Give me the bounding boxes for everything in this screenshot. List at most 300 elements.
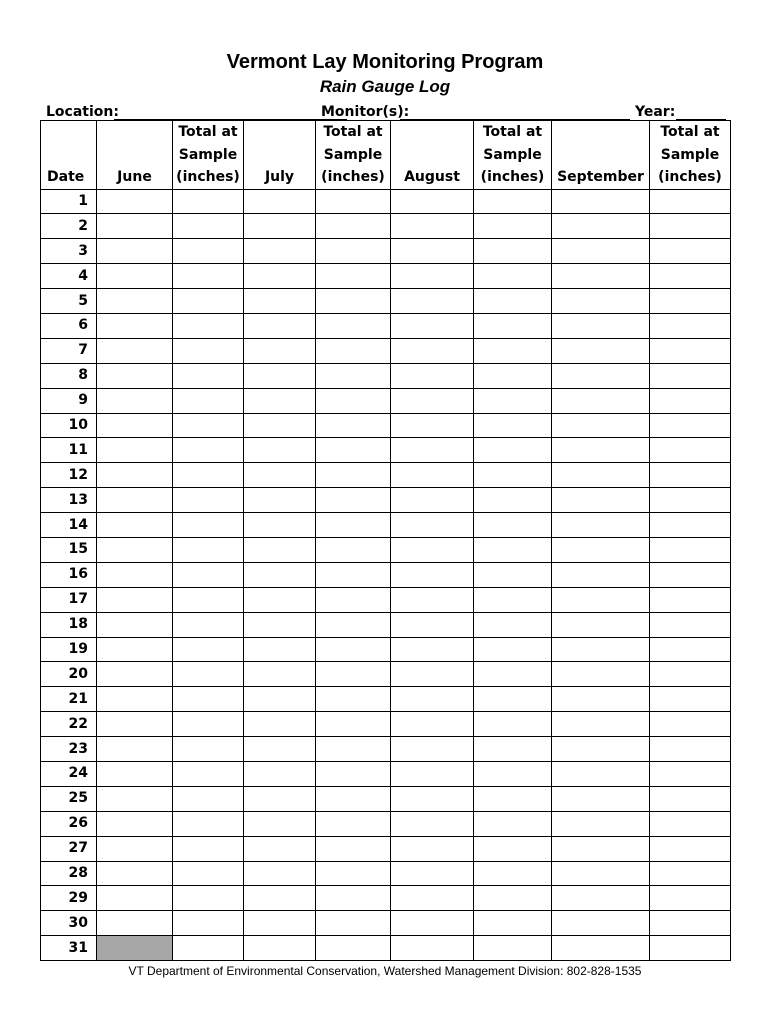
entry-cell-june[interactable] (97, 612, 173, 637)
entry-cell-july[interactable] (244, 438, 316, 463)
entry-cell-july[interactable] (244, 911, 316, 936)
entry-cell-august_total[interactable] (474, 388, 552, 413)
entry-cell-july[interactable] (244, 712, 316, 737)
entry-cell-september[interactable] (552, 488, 650, 513)
entry-cell-august_total[interactable] (474, 513, 552, 538)
entry-cell-july[interactable] (244, 587, 316, 612)
entry-cell-july_total[interactable] (316, 786, 391, 811)
entry-cell-july[interactable] (244, 513, 316, 538)
entry-cell-september[interactable] (552, 413, 650, 438)
entry-cell-july[interactable] (244, 264, 316, 289)
entry-cell-july_total[interactable] (316, 438, 391, 463)
table-row (41, 861, 731, 886)
entry-cell-july_total[interactable] (316, 861, 391, 886)
entry-cell-july_total[interactable] (316, 612, 391, 637)
entry-cell-june_total[interactable] (173, 214, 244, 239)
entry-cell-july[interactable] (244, 289, 316, 314)
date-cell: 2 (41, 214, 97, 239)
entry-cell-june[interactable] (97, 338, 173, 363)
entry-cell-september_total[interactable] (650, 264, 731, 289)
entry-cell-september_total[interactable] (650, 886, 731, 911)
entry-cell-august_total[interactable] (474, 189, 552, 214)
entry-cell-august_total[interactable] (474, 911, 552, 936)
entry-cell-june_total[interactable] (173, 786, 244, 811)
entry-cell-july[interactable] (244, 562, 316, 587)
date-cell: 22 (41, 712, 97, 737)
entry-cell-september[interactable] (552, 637, 650, 662)
entry-cell-september_total[interactable] (650, 612, 731, 637)
entry-cell-september[interactable] (552, 911, 650, 936)
table-row (41, 712, 731, 737)
entry-cell-june_total[interactable] (173, 861, 244, 886)
entry-cell-september[interactable] (552, 562, 650, 587)
entry-cell-june[interactable] (97, 836, 173, 861)
entry-cell-july[interactable] (244, 836, 316, 861)
entry-cell-june_total[interactable] (173, 836, 244, 861)
entry-cell-july[interactable] (244, 612, 316, 637)
entry-cell-september[interactable] (552, 189, 650, 214)
entry-cell-july[interactable] (244, 338, 316, 363)
page-subtitle: Rain Gauge Log (319, 77, 451, 96)
entry-cell-june[interactable] (97, 388, 173, 413)
entry-cell-july[interactable] (244, 737, 316, 762)
entry-cell-august_total[interactable] (474, 662, 552, 687)
entry-cell-august[interactable] (391, 637, 474, 662)
entry-cell-august[interactable] (391, 189, 474, 214)
entry-cell-september[interactable] (552, 388, 650, 413)
entry-cell-june_total[interactable] (173, 264, 244, 289)
entry-cell-june[interactable] (97, 886, 173, 911)
entry-cell-july_total[interactable] (316, 463, 391, 488)
entry-cell-august_total[interactable] (474, 687, 552, 712)
entry-cell-july[interactable] (244, 214, 316, 239)
entry-cell-june_total[interactable] (173, 338, 244, 363)
table-row (41, 189, 731, 214)
date-cell: 5 (41, 289, 97, 314)
entry-cell-june_total[interactable] (173, 388, 244, 413)
entry-cell-august[interactable] (391, 264, 474, 289)
entry-cell-september_total[interactable] (650, 463, 731, 488)
entry-cell-june_total[interactable] (173, 737, 244, 762)
entry-cell-september_total[interactable] (650, 289, 731, 314)
entry-cell-june_total[interactable] (173, 712, 244, 737)
entry-cell-july[interactable] (244, 936, 316, 961)
column-header-june-total: Total at Sample (inches) (173, 121, 244, 190)
entry-cell-june[interactable] (97, 562, 173, 587)
entry-cell-august_total[interactable] (474, 264, 552, 289)
entry-cell-august[interactable] (391, 388, 474, 413)
entry-cell-august_total[interactable] (474, 886, 552, 911)
table-row (41, 612, 731, 637)
entry-cell-september_total[interactable] (650, 687, 731, 712)
entry-cell-august_total[interactable] (474, 637, 552, 662)
entry-cell-august_total[interactable] (474, 289, 552, 314)
entry-cell-june_total[interactable] (173, 189, 244, 214)
entry-cell-september_total[interactable] (650, 811, 731, 836)
entry-cell-september_total[interactable] (650, 488, 731, 513)
entry-cell-july[interactable] (244, 886, 316, 911)
entry-cell-june[interactable] (97, 438, 173, 463)
entry-cell-june_total[interactable] (173, 612, 244, 637)
entry-cell-july[interactable] (244, 786, 316, 811)
entry-cell-august[interactable] (391, 239, 474, 264)
entry-cell-september_total[interactable] (650, 413, 731, 438)
entry-cell-june_total[interactable] (173, 637, 244, 662)
entry-cell-july_total[interactable] (316, 513, 391, 538)
entry-cell-september_total[interactable] (650, 537, 731, 562)
entry-cell-june[interactable] (97, 289, 173, 314)
entry-cell-september_total[interactable] (650, 513, 731, 538)
entry-cell-september_total[interactable] (650, 761, 731, 786)
entry-cell-september[interactable] (552, 612, 650, 637)
entry-cell-september[interactable] (552, 513, 650, 538)
entry-cell-september[interactable] (552, 662, 650, 687)
entry-cell-september_total[interactable] (650, 936, 731, 961)
entry-cell-july[interactable] (244, 463, 316, 488)
entry-cell-june_total[interactable] (173, 886, 244, 911)
date-cell: 9 (41, 388, 97, 413)
entry-cell-july[interactable] (244, 488, 316, 513)
entry-cell-september[interactable] (552, 363, 650, 388)
entry-cell-july[interactable] (244, 363, 316, 388)
column-header-date: Date (41, 121, 97, 190)
date-cell: 12 (41, 463, 97, 488)
entry-cell-september_total[interactable] (650, 214, 731, 239)
table-row (41, 413, 731, 438)
entry-cell-august_total[interactable] (474, 587, 552, 612)
entry-cell-september[interactable] (552, 537, 650, 562)
entry-cell-september[interactable] (552, 264, 650, 289)
entry-cell-august_total[interactable] (474, 786, 552, 811)
entry-cell-august_total[interactable] (474, 761, 552, 786)
entry-cell-june[interactable] (97, 637, 173, 662)
entry-cell-july[interactable] (244, 413, 316, 438)
table-row (41, 886, 731, 911)
entry-cell-july[interactable] (244, 811, 316, 836)
entry-cell-july[interactable] (244, 687, 316, 712)
date-cell: 29 (41, 886, 97, 911)
entry-cell-september[interactable] (552, 214, 650, 239)
entry-cell-september_total[interactable] (650, 338, 731, 363)
year-label: Year: (635, 104, 676, 120)
entry-cell-september_total[interactable] (650, 637, 731, 662)
entry-cell-september_total[interactable] (650, 861, 731, 886)
table-row (41, 737, 731, 762)
entry-cell-september_total[interactable] (650, 438, 731, 463)
column-header-june: June (97, 121, 173, 190)
entry-cell-june[interactable] (97, 463, 173, 488)
entry-cell-august[interactable] (391, 438, 474, 463)
entry-cell-june[interactable] (97, 936, 173, 961)
date-cell: 20 (41, 662, 97, 687)
entry-cell-august[interactable] (391, 761, 474, 786)
monitor-label: Monitor(s): (321, 104, 410, 120)
date-cell: 3 (41, 239, 97, 264)
table-row (41, 836, 731, 861)
entry-cell-september[interactable] (552, 712, 650, 737)
entry-cell-september[interactable] (552, 687, 650, 712)
entry-cell-august_total[interactable] (474, 363, 552, 388)
table-row (41, 687, 731, 712)
entry-cell-august[interactable] (391, 338, 474, 363)
date-cell: 27 (41, 836, 97, 861)
entry-cell-june_total[interactable] (173, 911, 244, 936)
entry-cell-june_total[interactable] (173, 488, 244, 513)
entry-cell-june[interactable] (97, 363, 173, 388)
date-cell: 10 (41, 413, 97, 438)
entry-cell-june_total[interactable] (173, 936, 244, 961)
entry-cell-july[interactable] (244, 662, 316, 687)
entry-cell-august_total[interactable] (474, 836, 552, 861)
entry-cell-august_total[interactable] (474, 488, 552, 513)
entry-cell-june[interactable] (97, 488, 173, 513)
entry-cell-august_total[interactable] (474, 438, 552, 463)
column-header-august-total: Total at Sample (inches) (474, 121, 552, 190)
entry-cell-july[interactable] (244, 761, 316, 786)
entry-cell-august[interactable] (391, 612, 474, 637)
entry-cell-july[interactable] (244, 537, 316, 562)
entry-cell-august[interactable] (391, 811, 474, 836)
entry-cell-july_total[interactable] (316, 363, 391, 388)
entry-cell-september_total[interactable] (650, 239, 731, 264)
page-title: Vermont Lay Monitoring Program (226, 51, 544, 73)
entry-cell-august[interactable] (391, 687, 474, 712)
date-cell: 26 (41, 811, 97, 836)
entry-cell-june[interactable] (97, 239, 173, 264)
entry-cell-september_total[interactable] (650, 388, 731, 413)
entry-cell-august[interactable] (391, 737, 474, 762)
table-row (41, 587, 731, 612)
entry-cell-june[interactable] (97, 513, 173, 538)
entry-cell-july_total[interactable] (316, 338, 391, 363)
entry-cell-august[interactable] (391, 662, 474, 687)
entry-cell-july_total[interactable] (316, 811, 391, 836)
entry-cell-june_total[interactable] (173, 363, 244, 388)
entry-cell-september[interactable] (552, 463, 650, 488)
entry-cell-july_total[interactable] (316, 886, 391, 911)
entry-cell-august[interactable] (391, 786, 474, 811)
entry-cell-july[interactable] (244, 313, 316, 338)
date-cell: 19 (41, 637, 97, 662)
entry-cell-june_total[interactable] (173, 761, 244, 786)
entry-cell-july_total[interactable] (316, 537, 391, 562)
entry-cell-june_total[interactable] (173, 438, 244, 463)
footer-contact: VT Department of Environmental Conservation, Watershed Management Division: 802-828-1535 (128, 964, 642, 978)
entry-cell-june[interactable] (97, 687, 173, 712)
date-cell: 21 (41, 687, 97, 712)
entry-cell-september[interactable] (552, 886, 650, 911)
entry-cell-september_total[interactable] (650, 562, 731, 587)
entry-cell-june[interactable] (97, 537, 173, 562)
entry-cell-september_total[interactable] (650, 836, 731, 861)
table-row (41, 911, 731, 936)
entry-cell-june_total[interactable] (173, 662, 244, 687)
entry-cell-september[interactable] (552, 761, 650, 786)
entry-cell-august[interactable] (391, 214, 474, 239)
date-cell: 8 (41, 363, 97, 388)
date-cell: 4 (41, 264, 97, 289)
entry-cell-august[interactable] (391, 363, 474, 388)
entry-cell-july_total[interactable] (316, 737, 391, 762)
date-cell: 15 (41, 537, 97, 562)
entry-cell-june[interactable] (97, 737, 173, 762)
entry-cell-june[interactable] (97, 861, 173, 886)
entry-cell-july_total[interactable] (316, 761, 391, 786)
entry-cell-september[interactable] (552, 313, 650, 338)
entry-cell-august_total[interactable] (474, 214, 552, 239)
entry-cell-september_total[interactable] (650, 911, 731, 936)
entry-cell-august[interactable] (391, 537, 474, 562)
entry-cell-july_total[interactable] (316, 587, 391, 612)
entry-cell-july_total[interactable] (316, 214, 391, 239)
entry-cell-july[interactable] (244, 239, 316, 264)
entry-cell-june_total[interactable] (173, 289, 244, 314)
entry-cell-july_total[interactable] (316, 289, 391, 314)
entry-cell-august_total[interactable] (474, 811, 552, 836)
table-row (41, 289, 731, 314)
entry-cell-june_total[interactable] (173, 587, 244, 612)
entry-cell-september_total[interactable] (650, 662, 731, 687)
entry-cell-june[interactable] (97, 662, 173, 687)
entry-cell-june_total[interactable] (173, 313, 244, 338)
date-cell: 18 (41, 612, 97, 637)
entry-cell-july_total[interactable] (316, 687, 391, 712)
entry-cell-july_total[interactable] (316, 313, 391, 338)
entry-cell-july_total[interactable] (316, 264, 391, 289)
entry-cell-june[interactable] (97, 413, 173, 438)
entry-cell-june[interactable] (97, 911, 173, 936)
entry-cell-september_total[interactable] (650, 363, 731, 388)
entry-cell-june_total[interactable] (173, 239, 244, 264)
entry-cell-july_total[interactable] (316, 662, 391, 687)
date-cell: 17 (41, 587, 97, 612)
entry-cell-august[interactable] (391, 513, 474, 538)
entry-cell-june[interactable] (97, 313, 173, 338)
entry-cell-september[interactable] (552, 239, 650, 264)
entry-cell-august[interactable] (391, 936, 474, 961)
entry-cell-june_total[interactable] (173, 413, 244, 438)
entry-cell-august[interactable] (391, 463, 474, 488)
entry-cell-september_total[interactable] (650, 313, 731, 338)
entry-cell-august[interactable] (391, 289, 474, 314)
entry-cell-june_total[interactable] (173, 537, 244, 562)
entry-cell-august_total[interactable] (474, 861, 552, 886)
entry-cell-august_total[interactable] (474, 562, 552, 587)
entry-cell-july_total[interactable] (316, 413, 391, 438)
date-cell: 11 (41, 438, 97, 463)
entry-cell-june[interactable] (97, 587, 173, 612)
entry-cell-august_total[interactable] (474, 338, 552, 363)
entry-cell-june[interactable] (97, 811, 173, 836)
entry-cell-september[interactable] (552, 338, 650, 363)
entry-cell-august[interactable] (391, 861, 474, 886)
entry-cell-june[interactable] (97, 214, 173, 239)
date-cell: 23 (41, 737, 97, 762)
table-body (41, 189, 731, 961)
entry-cell-july_total[interactable] (316, 239, 391, 264)
table-row (41, 786, 731, 811)
entry-cell-august_total[interactable] (474, 239, 552, 264)
table-row (41, 463, 731, 488)
entry-cell-july_total[interactable] (316, 936, 391, 961)
entry-cell-june_total[interactable] (173, 513, 244, 538)
entry-cell-september[interactable] (552, 811, 650, 836)
entry-cell-august[interactable] (391, 488, 474, 513)
table-row (41, 239, 731, 264)
entry-cell-august_total[interactable] (474, 612, 552, 637)
entry-cell-august[interactable] (391, 911, 474, 936)
entry-cell-june[interactable] (97, 761, 173, 786)
entry-cell-june[interactable] (97, 712, 173, 737)
entry-cell-august[interactable] (391, 712, 474, 737)
entry-cell-july_total[interactable] (316, 712, 391, 737)
entry-cell-august_total[interactable] (474, 463, 552, 488)
entry-cell-august[interactable] (391, 562, 474, 587)
entry-cell-june_total[interactable] (173, 463, 244, 488)
entry-cell-june[interactable] (97, 264, 173, 289)
date-cell: 28 (41, 861, 97, 886)
entry-cell-july[interactable] (244, 637, 316, 662)
entry-cell-september_total[interactable] (650, 786, 731, 811)
entry-cell-september[interactable] (552, 786, 650, 811)
entry-cell-august_total[interactable] (474, 712, 552, 737)
entry-cell-september[interactable] (552, 587, 650, 612)
entry-cell-august_total[interactable] (474, 413, 552, 438)
entry-cell-july_total[interactable] (316, 562, 391, 587)
entry-cell-september[interactable] (552, 836, 650, 861)
entry-cell-september[interactable] (552, 289, 650, 314)
entry-cell-august[interactable] (391, 313, 474, 338)
table-row (41, 513, 731, 538)
entry-cell-august_total[interactable] (474, 936, 552, 961)
entry-cell-september_total[interactable] (650, 712, 731, 737)
entry-cell-august[interactable] (391, 836, 474, 861)
entry-cell-june_total[interactable] (173, 562, 244, 587)
entry-cell-june_total[interactable] (173, 687, 244, 712)
entry-cell-september[interactable] (552, 438, 650, 463)
entry-cell-july[interactable] (244, 189, 316, 214)
entry-cell-july[interactable] (244, 861, 316, 886)
entry-cell-september_total[interactable] (650, 587, 731, 612)
table-row (41, 214, 731, 239)
entry-cell-july_total[interactable] (316, 836, 391, 861)
entry-cell-august[interactable] (391, 886, 474, 911)
entry-cell-july_total[interactable] (316, 488, 391, 513)
table-row (41, 637, 731, 662)
entry-cell-august[interactable] (391, 587, 474, 612)
entry-cell-july_total[interactable] (316, 189, 391, 214)
entry-cell-june[interactable] (97, 786, 173, 811)
entry-cell-june_total[interactable] (173, 811, 244, 836)
entry-cell-july_total[interactable] (316, 637, 391, 662)
entry-cell-july_total[interactable] (316, 911, 391, 936)
entry-cell-september[interactable] (552, 861, 650, 886)
entry-cell-august_total[interactable] (474, 737, 552, 762)
entry-cell-august[interactable] (391, 413, 474, 438)
entry-cell-september[interactable] (552, 737, 650, 762)
table-row (41, 537, 731, 562)
date-cell: 6 (41, 313, 97, 338)
entry-cell-july_total[interactable] (316, 388, 391, 413)
entry-cell-july[interactable] (244, 388, 316, 413)
entry-cell-september_total[interactable] (650, 737, 731, 762)
entry-cell-june[interactable] (97, 189, 173, 214)
entry-cell-september_total[interactable] (650, 189, 731, 214)
entry-cell-august_total[interactable] (474, 313, 552, 338)
entry-cell-september[interactable] (552, 936, 650, 961)
entry-cell-august_total[interactable] (474, 537, 552, 562)
column-header-august: August (391, 121, 474, 190)
